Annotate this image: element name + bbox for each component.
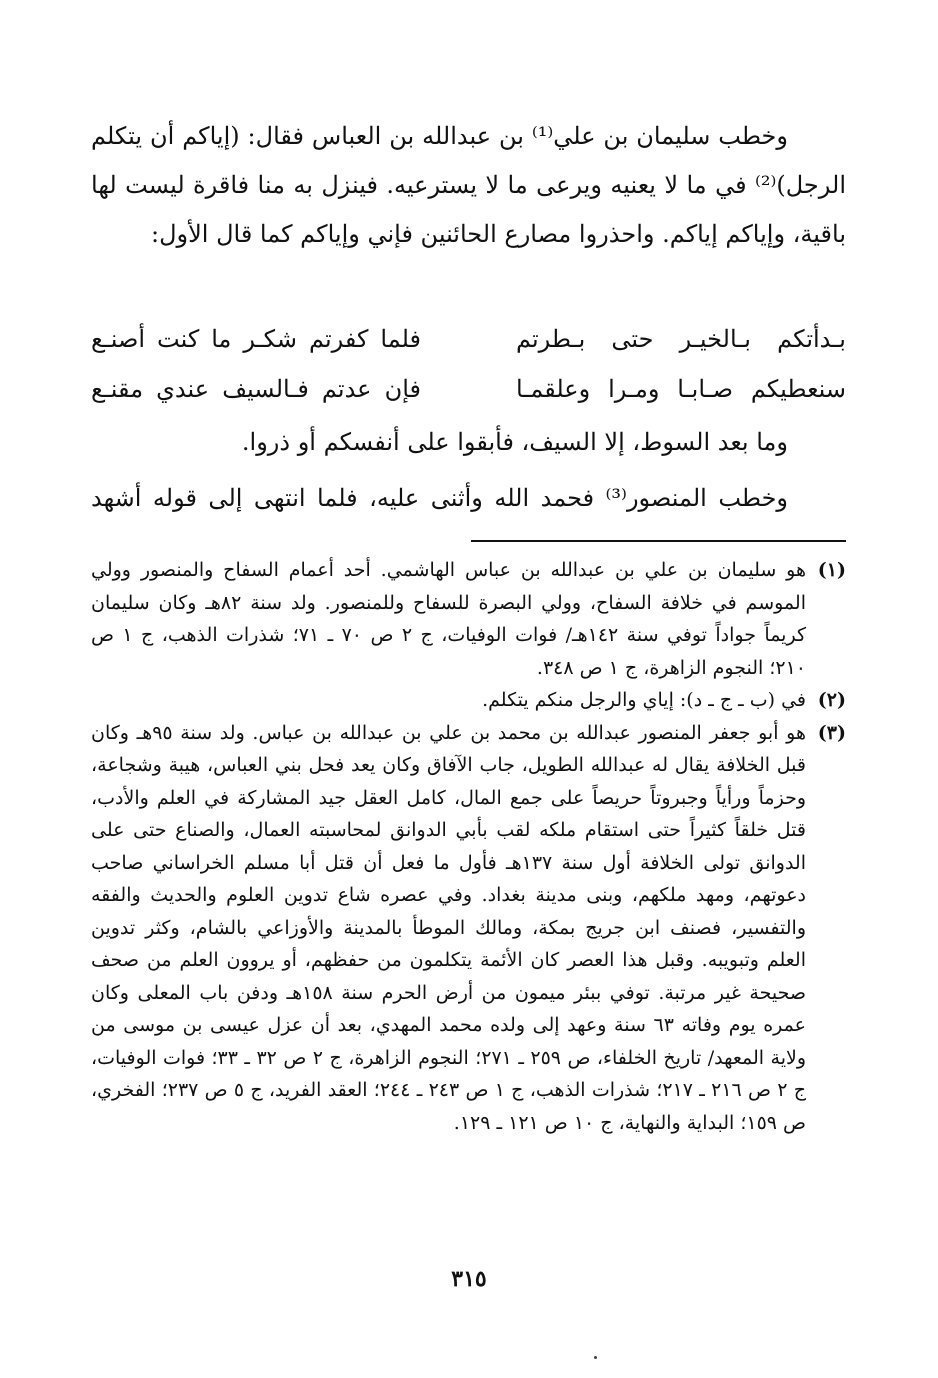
footnote-2-number: (٢) [817,689,846,711]
footnotes [91,554,846,1139]
footnote-1-text: هو سليمان بن علي بن عبدالله بن عباس الهاشمي. أحد أعمام السفاح والمنصور وولي الموسم في خلافة السفاح، وولي البصرة للسفاح وللمنصور. ولد سنة ٨٢هـ وكان سليمان كريماً جواداً توفي سنة ١٤٢هـ/ فوات الوفيات، ج ٢ ص ٧٠ ـ ٧١؛ شذرات الذهب، ج ١ ص ٢١٠؛ النجوم الزاهرة، ج ١ ص ٣٤٨. [91,559,806,679]
poem-verse-2 [91,364,846,414]
page-number: ٣١٥ [451,1266,487,1292]
footnote-3-text: هو أبو جعفر المنصور عبدالله بن محمد بن علي بن عبدالله بن عباس. ولد سنة ٩٥هـ وكان قبل الخلافة يقال له عبدالله الطويل، جاب الآفاق وكان يعد فحل بني العباس، هيبة وشجاعة، وحزماً ورأياً وجبروتاً حريصاً على جمع المال، كامل العقل جيد المشاركة في العلم والأدب، قتل خلقاً كثيراً حتى استقام ملكه لقب بأبي الدوانق لمحاسبته العمال، والصناع حتى على الدوانق تولى الخلافة أول سنة ١٣٧هـ فأول ما فعل أن قتل أبا مسلم الخراساني صاحب دعوتهم، ومهد ملكهم، وبنى مدينة بغداد. وفي عصره شاع تدوين العلوم والحديث والفقه والتفسير، فصنف ابن جريج بمكة، ومالك الموطأ بالمدينة والأوزاعي بالشام، وكثر تدوين العلم وتبويبه. وقبل هذا العصر كان الأئمة يتكلمون من حفظهم، أو يروون العلم من صحف صحيحة غير مرتبة. توفي ببئر ميمون من أرض الحرم سنة ١٥٨هـ ودفن باب المعلى وكان عمره يوم وفاته ٦٣ سنة وعهد إلى ولده محمد المهدي، بعد أن عزل عيسى بن موسى من ولاية المعهد/ تاريخ الخلفاء، ص ٢٥٩ ـ ٢٧١؛ النجوم الزاهرة، ج ٢ ص ٣٢ ـ ٣٣؛ فوات الوفيات، ج ٢ ص ٢١٦ ـ ٢١٧؛ شذرات الذهب، ج ١ ص ٢٤٣ ـ ٢٤٤؛ العقد الفريد، ج ٥ ص ٢٣٧؛ الفخري، ص ١٥٩؛ البداية والنهاية، ج ١٠ ص ١٢١ ـ ١٢٩. [91,721,806,1134]
line-after-poem: وما بعد السوط، إلا السيف، فأبقوا على أنفسكم أو ذروا. [241,428,788,456]
verse-2-second-hemistich: فإن عدتم فـالسيف عندي مقنـع [91,375,421,403]
footnote-separator [471,540,846,542]
poem [91,314,846,414]
footnote-2-text: في (ب ـ ج ـ د): إياي والرجل منكم يتكلم. [482,689,806,711]
verse-2-first-hemistich: سنعطيكم صـابـا ومـرا وعلقمـا [516,375,846,403]
verse-1-second-hemistich: فلما كفرتم شكـر ما كنت أصنـع [91,325,421,353]
paragraph-mansur-speech: وخطب المنصور⁽³⁾ فحمد الله وأثنى عليه، فلما انتهى إلى قوله أشهد [91,484,788,512]
footnote-2 [91,684,846,717]
paragraph-sulayman-speech: وخطب سليمان بن علي⁽¹⁾ بن عبدالله بن العباس فقال: (إياكم أن يتكلم الرجل)⁽²⁾ في ما لا يعنيه ويرعى ما لا يسترعيه. فينزل به منا فاقرة ليست لها باقية، وإياكم إياكم. واحذروا مصارع الحائنين فإني وإياكم كما قال الأول: [91,122,846,248]
footnote-1 [91,554,846,684]
footnote-1-number: (١) [817,559,846,581]
poem-verse-1 [91,314,846,364]
verse-1-first-hemistich: بـدأتكم بـالخيـر حتى بـطرتم [516,325,846,353]
scan-speck [594,1356,597,1359]
footnote-3 [91,717,846,1140]
footnote-3-number: (٣) [817,721,846,744]
